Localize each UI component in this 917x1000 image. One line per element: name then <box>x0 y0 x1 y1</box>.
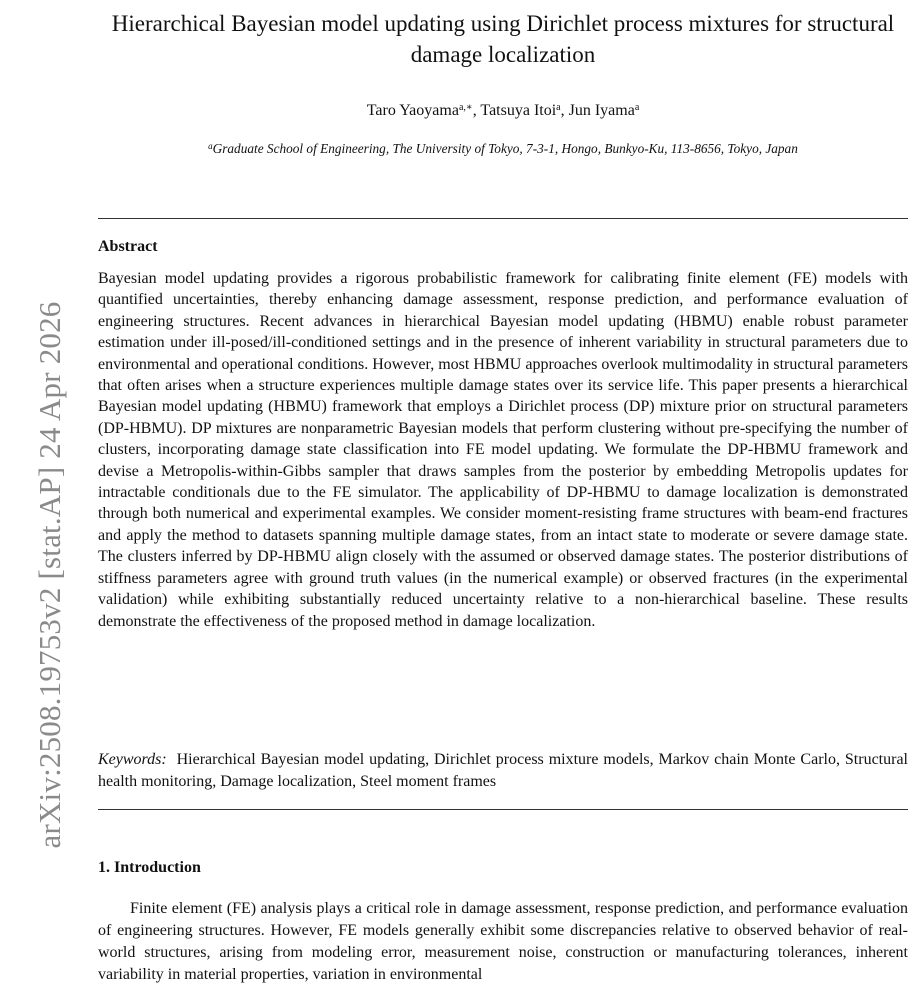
abstract-text: Bayesian model updating provides a rigorous probabilistic framework for calibrating finite element (FE) models with quantified uncertainties, thereby enhancing damage assessment, response prediction, and performance evaluation of engineering structures. Recent advances in hierarchical Bayesian model updating (HBMU) enable robust parameter estimation under ill-posed/ill-conditioned settings and in the presence of inherent variability in structural parameters due to environmental and operational conditions. However, most HBMU approaches overlook multimodality in structural parameters that often arises when a structure experiences multiple damage states over its service life. This paper presents a hierarchical Bayesian model updating (HBMU) framework that employs a Dirichlet process (DP) mixture prior on structural parameters (DP-HBMU). DP mixtures are nonparametric Bayesian models that perform clustering without pre-specifying the number of clusters, incorporating damage state classification into FE model updating. We formulate the DP-HBMU framework and devise a Metropolis-within-Gibbs sampler that draws samples from the posterior by embedding Metropolis updates for intractable conditionals due to the FE simulator. The applicability of DP-HBMU to damage localization is demonstrated through both numerical and experimental examples. We consider moment-resisting frame structures with beam-end fractures and apply the method to datasets spanning multiple damage states, from an intact state to moderate or severe damage state. The clusters inferred by DP-HBMU align closely with the assumed or observed damage states. The posterior distributions of stiffness parameters agree with ground truth values (in the numerical example) or observed fractures (in the experimental validation) while exhibiting substantially reduced uncertainty relative to a non-hierarchical baseline. These results demonstrate the effectiveness of the proposed method in damage localization. <box>98 270 908 630</box>
keywords <box>98 749 908 793</box>
author-separator: , <box>472 102 481 119</box>
introduction-heading: 1. Introduction <box>98 859 201 876</box>
affiliation-mark: a <box>208 141 213 151</box>
arxiv-identifier-text: arXiv:2508.19753v2 [stat.AP] 24 Apr 2026 <box>32 301 67 849</box>
author-name: Taro Yaoyama <box>366 102 459 119</box>
bottom-divider <box>98 809 908 810</box>
author-name: Jun Iyama <box>568 102 635 119</box>
paper-title: Hierarchical Bayesian model updating using Dirichlet process mixtures for structural damage localization <box>111 11 895 67</box>
author-list <box>98 101 908 121</box>
keywords-text: Hierarchical Bayesian model updating, Dirichlet process mixture models, Markov chain Monte Carlo, Structural health monitoring, Damage localization, Steel moment frames <box>98 751 908 790</box>
author-affiliation-mark: a <box>556 102 561 113</box>
author-separator: , <box>560 102 569 119</box>
affiliation-text: Graduate School of Engineering, The University of Tokyo, 7-3-1, Hongo, Bunkyo-Ku, 113-8656, Tokyo, Japan <box>212 141 798 156</box>
affiliation <box>98 140 908 158</box>
top-divider <box>98 218 908 219</box>
author-name: Tatsuya Itoi <box>480 102 557 119</box>
abstract-heading: Abstract <box>98 238 158 255</box>
author-affiliation-mark: a,∗ <box>458 102 473 113</box>
introduction-text: Finite element (FE) analysis plays a critical role in damage assessment, response prediction, and performance evaluation of engineering structures. However, FE models generally exhibit some discrepancies relative to observed behavior of real-world structures, arising from modeling error, measurement noise, construction or manufacturing tolerances, inherent variability in material properties, variation in environmental <box>98 900 908 983</box>
keywords-label: Keywords: <box>98 751 167 768</box>
author-affiliation-mark: a <box>634 102 640 113</box>
